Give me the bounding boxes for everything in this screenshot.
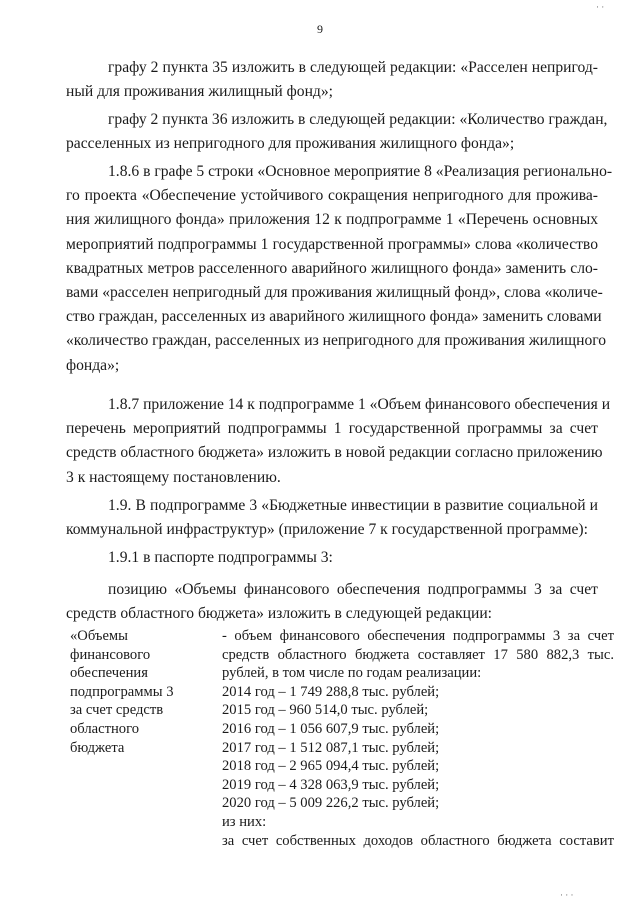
passport-table-value xyxy=(222,627,614,850)
table-label-line: подпрограммы 3 xyxy=(70,683,174,700)
text-line: 1.9. В подпрограмме 3 «Бюджетные инвестиции в развитие социальной и xyxy=(108,497,598,514)
text-line: ство граждан, расселенных из аварийного жилищного фонда» заменить словами xyxy=(66,308,602,326)
text-line: фонда»; xyxy=(66,356,120,374)
table-value-line: средств областного бюджета составляет 17 580 882,3 тыс. xyxy=(222,646,614,663)
year-amount-line: 2017 год – 1 512 087,1 тыс. рублей; xyxy=(222,739,440,756)
paragraph-item-35 xyxy=(66,56,598,104)
table-label-line: обеспечения xyxy=(70,665,148,682)
year-amount-line: 2018 год – 2 965 094,4 тыс. рублей; xyxy=(222,758,440,775)
paragraph-1-9-1 xyxy=(66,546,598,570)
table-label-line: финансового xyxy=(70,646,151,663)
text-line: 1.9.1 в паспорте подпрограммы 3: xyxy=(108,549,333,566)
paragraph-1-8-6 xyxy=(66,160,613,378)
scan-speck: · · xyxy=(596,2,605,12)
table-label-line: за счет средств xyxy=(70,702,164,719)
table-label-line: бюджета xyxy=(70,739,125,756)
table-label-line: областного xyxy=(70,720,139,737)
text-line: мероприятий подпрограммы 1 государственной программы» слова «количество xyxy=(66,235,598,253)
passport-table-label xyxy=(70,627,210,757)
text-line: ния жилищного фонда» приложения 12 к подпрограмме 1 «Перечень основных xyxy=(66,211,598,229)
paragraph-position xyxy=(66,578,598,626)
scan-speck: · · · xyxy=(560,890,574,900)
text-line: вами «расселен непригодный для проживания жилищный фонд», слова «количе- xyxy=(66,284,603,302)
text-line: графу 2 пункта 35 изложить в следующей редакции: «Расселен непригод- xyxy=(108,59,598,76)
text-line: ный для проживания жилищный фонд»; xyxy=(66,83,333,101)
text-line: средств областного бюджета» изложить в новой редакции согласно приложению xyxy=(66,444,603,462)
paragraph-item-36 xyxy=(66,108,608,156)
text-line: коммунальной инфраструктур» (приложение 7 к государственной программе): xyxy=(66,521,588,539)
table-value-line: за счет собственных доходов областного бюджета составит xyxy=(222,832,614,849)
table-value-line: - объем финансового обеспечения подпрограммы 3 за счет xyxy=(222,628,614,644)
year-amount-line: 2015 год – 960 514,0 тыс. рублей; xyxy=(222,702,429,719)
paragraph-1-9 xyxy=(66,494,598,542)
text-line: квадратных метров расселенного аварийного жилищного фонда» заменить сло- xyxy=(66,259,598,277)
year-amount-line: 2014 год – 1 749 288,8 тыс. рублей; xyxy=(222,683,440,700)
year-amount-line: 2019 год – 4 328 063,9 тыс. рублей; xyxy=(222,776,440,793)
text-line: «количество граждан, расселенных из непригодного для проживания жилищного xyxy=(66,332,607,350)
text-line: перечень мероприятий подпрограммы 1 государственной программы за счет xyxy=(66,420,598,438)
text-line: позицию «Объемы финансового обеспечения подпрограммы 3 за счет xyxy=(108,581,598,598)
text-line: 3 к настоящему постановлению. xyxy=(66,468,281,486)
year-amount-line: 2016 год – 1 056 607,9 тыс. рублей; xyxy=(222,720,440,737)
year-amount-line: 2020 год – 5 009 226,2 тыс. рублей; xyxy=(222,795,440,812)
text-line: средств областного бюджета» изложить в следующей редакции: xyxy=(66,605,493,623)
text-line: го проекта «Обеспечение устойчивого сокращения непригодного для прожива- xyxy=(66,187,598,205)
paragraph-1-8-7 xyxy=(66,393,611,490)
table-value-line: из них: xyxy=(222,813,267,830)
table-value-line: рублей, в том числе по годам реализации: xyxy=(222,665,482,682)
text-line: 1.8.7 приложение 14 к подпрограмме 1 «Объем финансового обеспечения и xyxy=(108,396,611,413)
text-line: графу 2 пункта 36 изложить в следующей редакции: «Количество граждан, xyxy=(108,111,608,128)
table-label-line: «Объемы xyxy=(70,628,128,644)
text-line: 1.8.6 в графе 5 строки «Основное мероприятие 8 «Реализация регионально- xyxy=(108,163,613,180)
text-line: расселенных из непригодного для проживания жилищного фонда»; xyxy=(66,135,515,153)
page-number: 9 xyxy=(317,22,323,36)
